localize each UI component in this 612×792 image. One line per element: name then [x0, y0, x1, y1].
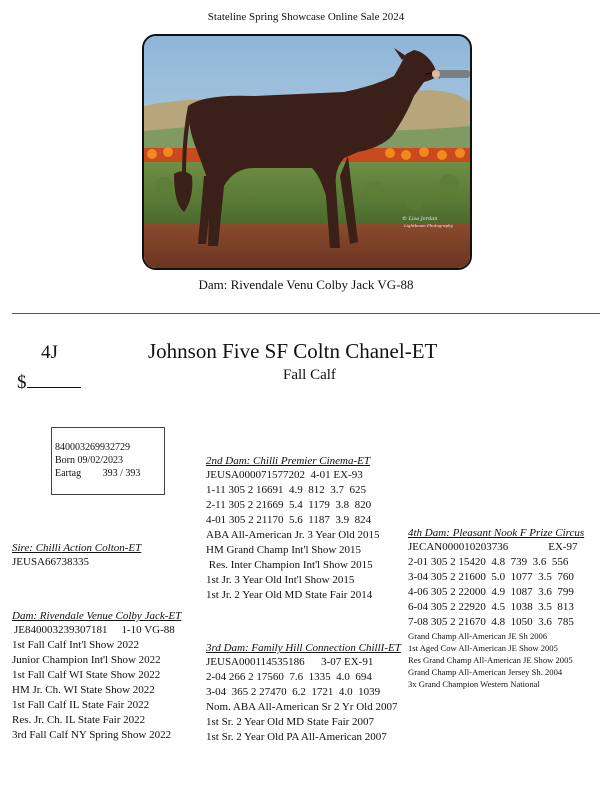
dam-line: Junior Champion Int'l Show 2022 — [12, 654, 161, 666]
dam-reg-line — [12, 623, 181, 638]
third-dam-line: 2-04 266 2 17560 7.6 1335 4.0 694 — [206, 671, 372, 683]
birth-date: Born 09/02/2023 — [55, 455, 124, 466]
dam-heading: Dam: Rivendale Venue Colby Jack-ET — [12, 610, 182, 622]
divider-left — [12, 313, 290, 314]
third-dam-line: Nom. ABA All-American Sr 2 Yr Old 2007 — [206, 701, 398, 713]
fourth-dam-heading: 4th Dam: Pleasant Nook F Prize Circus — [408, 527, 585, 539]
second-dam-line: Res. Inter Champion Int'l Show 2015 — [206, 559, 373, 571]
dam-caption: Dam: Rivendale Venu Colby Jack VG-88 — [198, 277, 414, 292]
second-dam-section — [206, 454, 380, 603]
second-dam-line: 1-11 305 2 16691 4.9 812 3.7 625 — [206, 484, 367, 496]
third-dam-line: 1st Sr. 2 Year Old PA All-American 2007 — [206, 731, 387, 743]
cow-photo — [142, 34, 472, 270]
second-dam-line: ABA All-American Jr. 3 Year Old 2015 — [206, 529, 380, 541]
dam-line: 1st Fall Calf IL State Fair 2022 — [12, 699, 150, 711]
price-prefix: $ — [17, 372, 27, 393]
dam-line: 3rd Fall Calf NY Spring Show 2022 — [12, 729, 172, 741]
dam-line: HM Jr. Ch. WI State Show 2022 — [12, 684, 155, 696]
eartag-value: 393 / 393 — [102, 468, 141, 479]
divider-right — [290, 313, 600, 314]
fourth-dam-reg: JECAN000010203736 — [408, 541, 509, 553]
sire-reg: JEUSA66738335 — [12, 556, 90, 568]
eartag-label: Eartag — [55, 468, 82, 479]
fourth-dam-record: 6-04 305 2 22920 4.5 1038 3.5 813 — [408, 601, 574, 613]
third-dam-line: 3-04 365 2 27470 6.2 1721 4.0 1039 — [206, 686, 381, 698]
dam-line: 1st Fall Calf Int'l Show 2022 — [12, 639, 139, 651]
id-box — [51, 427, 165, 495]
photo-watermark-line-1: © Lisa Jordan — [402, 216, 438, 222]
price-blank — [27, 370, 81, 388]
second-dam-line: JEUSA000071577202 4-01 EX-93 — [206, 469, 363, 481]
animal-class: Fall Calf — [283, 367, 336, 383]
price-field — [17, 370, 81, 394]
dam-reg: JE840003239307181 — [14, 624, 108, 636]
dam-section — [12, 609, 181, 743]
fourth-dam-honor: Grand Champ All-American Jersey Sh. 2004 — [408, 667, 563, 677]
fourth-dam-record: 3-04 305 2 21600 5.0 1077 3.5 760 — [408, 571, 574, 583]
second-dam-line: HM Grand Champ Int'l Show 2015 — [206, 544, 362, 556]
lot-number: 4J — [41, 342, 58, 363]
fourth-dam-honor: 1st Aged Cow All-American JE Show 2005 — [408, 643, 558, 653]
fourth-dam-record: 2-01 305 2 15420 4.8 739 3.6 556 — [408, 556, 569, 568]
second-dam-line: 1st Jr. 3 Year Old Int'l Show 2015 — [206, 574, 355, 586]
sire-heading: Sire: Chilli Action Colton-ET — [12, 542, 142, 554]
sale-title: Stateline Spring Showcase Online Sale 2024 — [207, 11, 405, 23]
dam-score: 1-10 VG-88 — [121, 624, 175, 636]
second-dam-line: 4-01 305 2 21170 5.6 1187 3.9 824 — [206, 514, 372, 526]
fourth-dam-honor: 3x Grand Champion Western National — [408, 679, 540, 689]
third-dam-heading: 3rd Dam: Family Hill Connection ChillI-ET — [206, 642, 401, 654]
dam-line: 1st Fall Calf WI State Show 2022 — [12, 669, 161, 681]
fourth-dam-section — [408, 526, 584, 690]
third-dam-line: JEUSA000114535186 3-07 EX-91 — [206, 656, 374, 668]
fourth-dam-honor: Grand Champ All-American JE Sh 2006 — [408, 631, 548, 641]
third-dam-line: 1st Sr. 2 Year Old MD State Fair 2007 — [206, 716, 375, 728]
animal-name: Johnson Five SF Coltn Chanel-ET — [148, 339, 438, 363]
registration-number: 840003269932729 — [55, 442, 130, 453]
fourth-dam-score: EX-97 — [548, 541, 578, 553]
third-dam-section — [206, 641, 401, 745]
dam-line: Res. Jr. Ch. IL State Fair 2022 — [12, 714, 146, 726]
second-dam-line: 1st Jr. 2 Year Old MD State Fair 2014 — [206, 589, 373, 601]
second-dam-heading: 2nd Dam: Chilli Premier Cinema-ET — [206, 455, 370, 467]
fourth-dam-record: 4-06 305 2 22000 4.9 1087 3.6 799 — [408, 586, 574, 598]
fourth-dam-record: 7-08 305 2 21670 4.8 1050 3.6 785 — [408, 616, 574, 628]
cow-illustration — [144, 36, 470, 268]
second-dam-line: 2-11 305 2 21669 5.4 1179 3.8 820 — [206, 499, 372, 511]
fourth-dam-reg-line — [408, 540, 584, 555]
sire-section — [12, 541, 141, 570]
photo-watermark-line-2: Lightbeam Photography — [404, 223, 454, 228]
eartag — [55, 467, 164, 480]
fourth-dam-honor: Res Grand Champ All-American JE Show 2005 — [408, 655, 573, 665]
